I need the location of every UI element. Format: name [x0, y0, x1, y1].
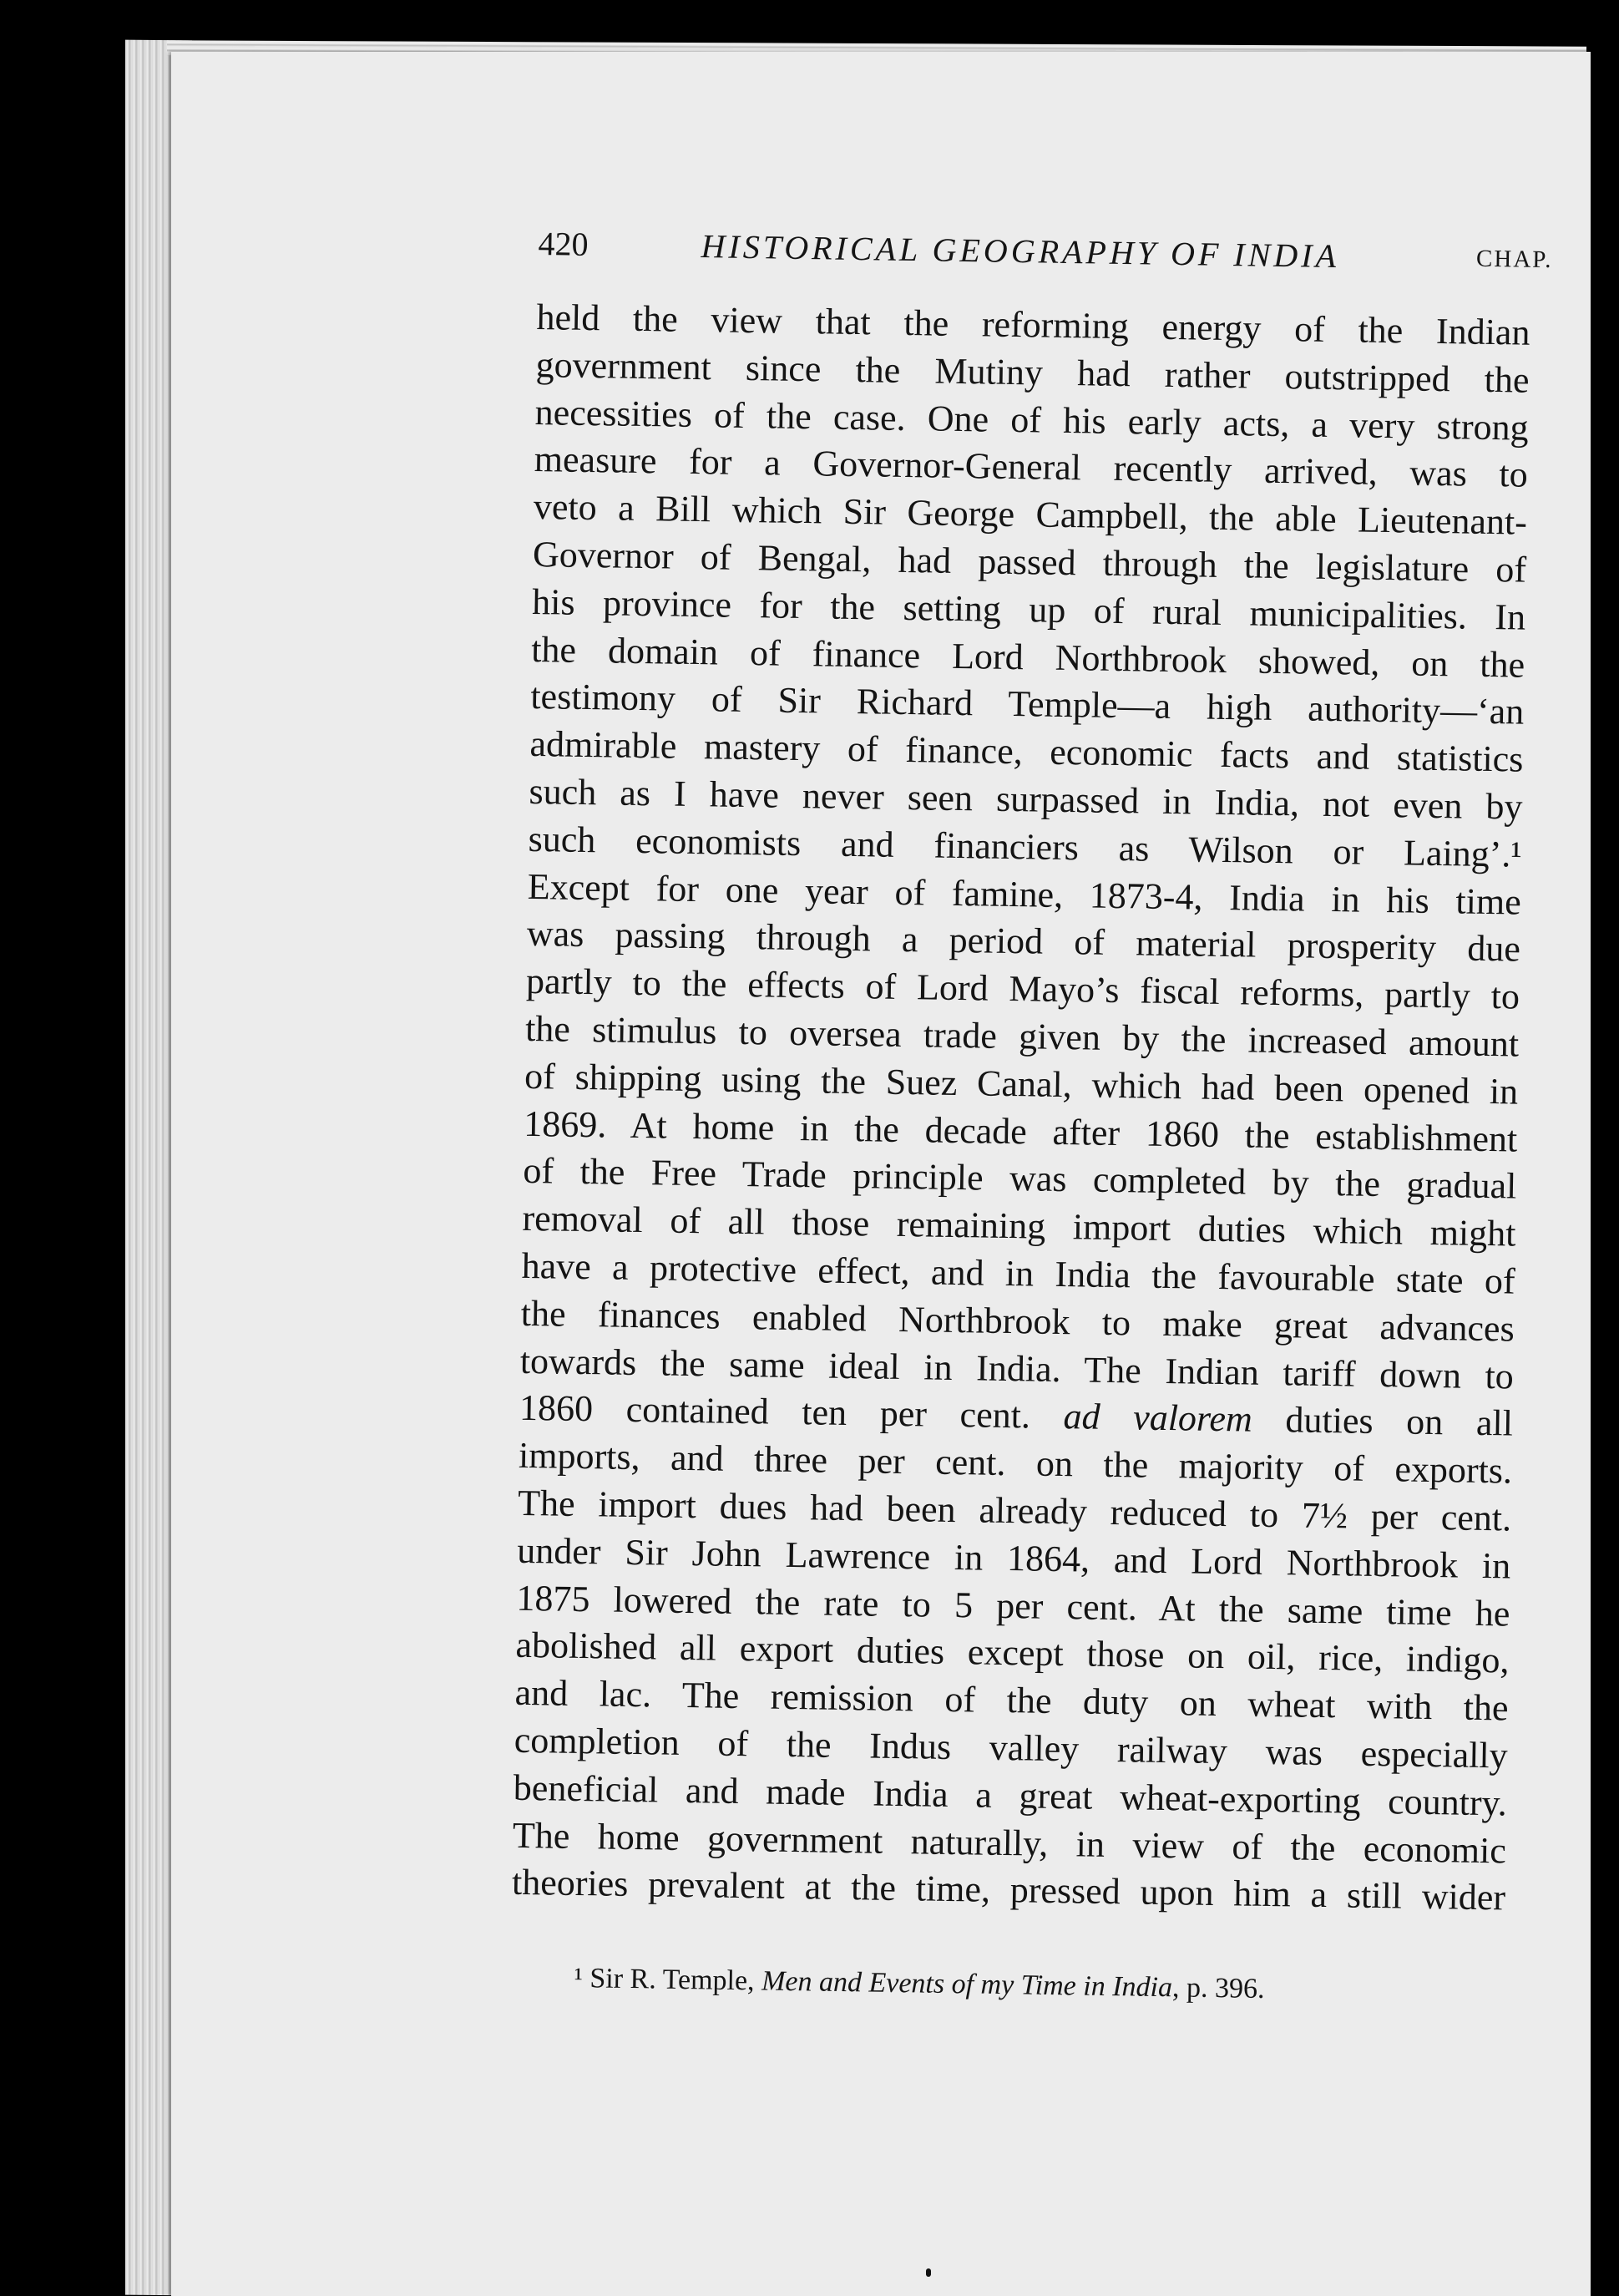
text-line: the domain of finance Lord Northbrook showed, on the	[530, 628, 1525, 686]
book-title: HISTORICAL GEOGRAPHY OF INDIA	[701, 227, 1340, 276]
footnote-suffix: , p. 396.	[1171, 1972, 1265, 2005]
italic-phrase: ad valorem	[1063, 1396, 1253, 1440]
chapter-abbreviation: CHAP.	[1475, 245, 1553, 274]
text-line: measure for a Governor-General recently arrived, was to	[534, 438, 1529, 496]
text-line: imports, and three per cent. on the majority of exports.	[518, 1434, 1513, 1492]
text-line: such as I have never seen surpassed in India, not even by	[529, 770, 1523, 828]
text-line: The import dues had been already reduced to 7½ per cent.	[517, 1482, 1512, 1539]
text-line: Except for one year of famine, 1873-4, India in his time	[527, 865, 1522, 923]
page-number: 420	[538, 224, 589, 263]
footnote-prefix: Sir R. Temple,	[589, 1963, 755, 1997]
footnote-marker: ¹	[574, 1963, 584, 1994]
body-text	[512, 294, 1530, 1923]
footnote-title: Men and Events of my Time in India	[761, 1965, 1173, 2004]
text-line: have a protective effect, and in India the favourable state of	[521, 1244, 1515, 1302]
text-line: The home government naturally, in view of the economic	[512, 1814, 1507, 1871]
text-line: admirable mastery of finance, economic facts and statistics	[529, 723, 1524, 780]
text-line: held the view that the reforming energy of the Indian	[536, 296, 1530, 353]
text-line: Governor of Bengal, had passed through the legislature of	[532, 533, 1527, 590]
text-line: completion of the Indus valley railway was especially	[514, 1719, 1509, 1776]
text-line: veto a Bill which Sir George Campbell, the able Lieutenant-	[533, 486, 1528, 543]
text-line: beneficial and made India a great wheat-exporting country.	[513, 1766, 1508, 1824]
text-line: of shipping using the Suez Canal, which had been opened in	[524, 1055, 1519, 1113]
text-line: theories prevalent at the time, pressed upon him a still wider	[511, 1862, 1506, 1918]
text-line: necessities of the case. One of his early acts, a very strong	[534, 391, 1530, 449]
text-line: partly to the effects of Lord Mayo’s fiscal reforms, partly to	[525, 960, 1520, 1017]
text-line: such economists and financiers as Wilson or Laing’.¹	[528, 818, 1522, 875]
text-line: abolished all export duties except those on oil, rice, indigo,	[515, 1624, 1510, 1681]
scan-speck	[926, 2268, 931, 2277]
text-line: government since the Mutiny had rather outstripped the	[535, 343, 1530, 401]
text-line: the stimulus to oversea trade given by the increased amount	[524, 1007, 1520, 1065]
text-line: towards the same ideal in India. The Indian tariff down to	[519, 1340, 1515, 1397]
text-line: of the Free Trade principle was completed by the gradual	[523, 1150, 1517, 1207]
text-line: 1875 lowered the rate to 5 per cent. At the same time he	[516, 1577, 1510, 1635]
text-line: removal of all those remaining import duties which might	[522, 1198, 1516, 1254]
text-line: 1869. At home in the decade after 1860 the establishment	[524, 1102, 1518, 1160]
text-line: testimony of Sir Richard Temple—a high authority—‘an	[530, 676, 1525, 733]
text-line: his province for the setting up of rural municipalities. In	[531, 580, 1526, 638]
text-line: and lac. The remission of the duty on wheat with the	[514, 1671, 1509, 1729]
text-line: was passing through a period of material prosperity due	[526, 913, 1521, 970]
text-line: 1860 contained ten per cent. ad valorem duties on all	[519, 1387, 1514, 1444]
text-line: the finances enabled Northbrook to make great advances	[520, 1292, 1515, 1350]
text-line: under Sir John Lawrence in 1864, and Lord Northbrook in	[516, 1529, 1511, 1587]
